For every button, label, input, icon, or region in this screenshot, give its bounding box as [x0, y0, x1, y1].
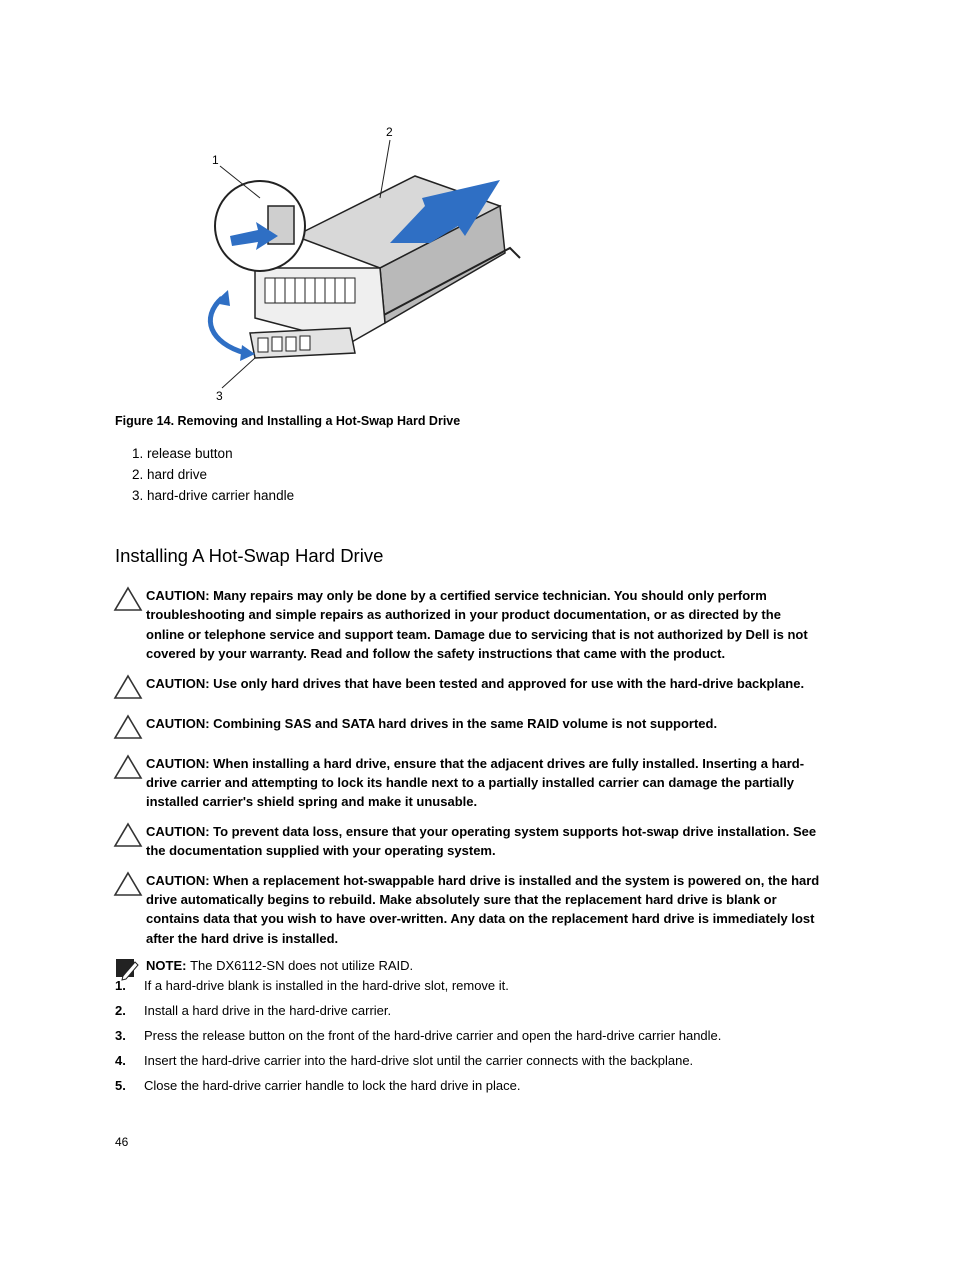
rotate-arrow — [210, 298, 245, 353]
callout-1: 1 — [212, 153, 219, 167]
figure-caption: Figure 14. Removing and Installing a Hot-Swap Hard Drive — [115, 414, 461, 428]
carrier-vent — [265, 278, 355, 303]
callout-3: 3 — [216, 389, 223, 403]
caution-triangle-icon — [110, 822, 146, 848]
step-item: 2. Install a hard drive in the hard-drive carrier. — [115, 1003, 392, 1018]
caution-notice — [110, 754, 820, 812]
step-item: 1. If a hard-drive blank is installed in the hard-drive slot, remove it. — [115, 978, 509, 993]
legend-item: 1. release button — [132, 446, 233, 461]
caution-notice — [110, 586, 820, 664]
hard-drive-illustration — [200, 118, 540, 408]
caution-triangle-icon — [110, 586, 146, 612]
caution-notice — [110, 871, 820, 949]
step-item: 5. Close the hard-drive carrier handle to lock the hard drive in place. — [115, 1078, 521, 1093]
note-label: NOTE: — [146, 958, 187, 974]
caution-text: CAUTION: When installing a hard drive, ensure that the adjacent drives are fully installed. Inserting a hard-drive carrier and attempting to lock its handle next to a partially installed carrier can damage the partially installed carrier's shield spring and make it unusable. — [146, 755, 805, 810]
caution-notice — [110, 674, 820, 700]
caution-text: CAUTION: Combining SAS and SATA hard drives in the same RAID volume is not supported. — [146, 715, 718, 731]
caution-text: CAUTION: Use only hard drives that have been tested and approved for use with the hard-drive backplane. — [146, 675, 805, 691]
note-text: The DX6112-SN does not utilize RAID. — [190, 958, 414, 974]
caution-text: CAUTION: To prevent data loss, ensure that your operating system supports hot-swap drive installation. See the documentation supplied with your operating system. — [146, 823, 817, 859]
step-item: 4. Insert the hard-drive carrier into the hard-drive slot until the carrier connects with the backplane. — [115, 1053, 694, 1068]
callout-2: 2 — [386, 125, 393, 139]
caution-triangle-icon — [110, 674, 146, 700]
caution-notice — [110, 714, 820, 740]
hard-drive-figure — [200, 118, 540, 408]
section-title: Installing A Hot-Swap Hard Drive — [115, 545, 384, 566]
legend-item: 3. hard-drive carrier handle — [132, 488, 295, 503]
caution-notice — [110, 822, 820, 861]
caution-triangle-icon — [110, 754, 146, 780]
figure-legend — [132, 445, 294, 508]
caution-list — [110, 586, 820, 992]
step-item: 3. Press the release button on the front of the hard-drive carrier and open the hard-drive carrier handle. — [115, 1028, 722, 1043]
legend-item: 2. hard drive — [132, 467, 208, 482]
caution-triangle-icon — [110, 714, 146, 740]
caution-text: CAUTION: When a replacement hot-swappable hard drive is installed and the system is powered on, the hard drive automatically begins to rebuild. Make absolutely sure that the replacement hard drive is blank or contains data that you wish to have over-written. Any data on the replacement hard drive is immediately lost after the hard drive is installed. — [146, 872, 820, 946]
page-number: 46 — [115, 1135, 129, 1149]
caution-text: CAUTION: Many repairs may only be done by a certified service technician. You should only perform troubleshooting and simple repairs as authorized in your product documentation, or as directed by the online or telephone service and support team. Damage due to servicing that is not authorized by Dell is not covered by your warranty. Read and follow the safety instructions that came with the product. — [146, 588, 808, 662]
caution-triangle-icon — [110, 871, 146, 897]
procedure-steps — [115, 976, 721, 1101]
